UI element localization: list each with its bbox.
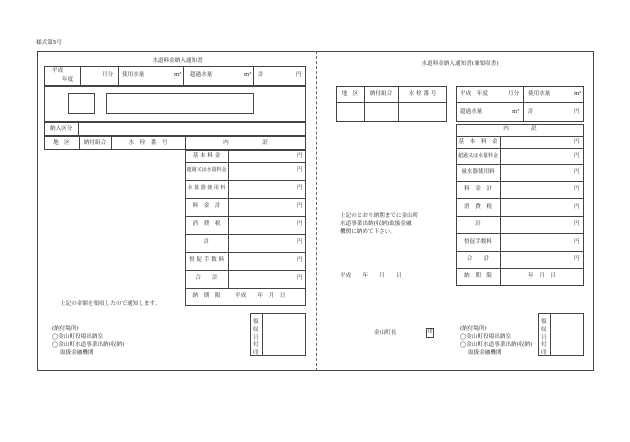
right-breakdown-title: 内 訳 (503, 126, 537, 132)
right-place-label: (納付場所) (460, 326, 487, 332)
left-over: 超過水量 (190, 72, 213, 78)
left-col-breakdown: 内 訳 (223, 140, 268, 146)
left-total-yen: 円 (296, 72, 302, 78)
right-row-label: 計 (475, 221, 481, 227)
left-month: 月分 (102, 72, 114, 78)
left-place-3: 取扱金融機関 (60, 350, 94, 356)
right-total-yen: 円 (574, 109, 580, 115)
left-row-label: 計 (203, 239, 210, 245)
right-title: 水道料金納入通知書(兼領収書) (421, 61, 499, 67)
left-row-label: 超過又は水量料金 (186, 167, 227, 173)
right-row-label: 超過又は水量料金 (457, 153, 498, 159)
left-total: 計 (258, 72, 264, 78)
left-row-unit: 円 (297, 257, 303, 263)
left-usage: 使用水量 (122, 72, 145, 78)
right-place-2: ◯金山町水道事業出納(収納) (460, 342, 533, 348)
right-due-label: 納 期 限 (464, 273, 492, 279)
right-mayor: 金山町長 (374, 330, 397, 336)
left-row-unit: 円 (297, 185, 303, 191)
left-nendo: 年度 (62, 77, 74, 83)
right-row-label: 量水器使用料 (461, 169, 495, 175)
left-address-box (106, 93, 254, 114)
right-row-label: 消 費 税 (464, 204, 492, 210)
right-col-waterno: 水 栓 番 号 (408, 91, 437, 97)
left-payment-category: 納入区分 (50, 126, 73, 132)
left-title: 水道料金納入通知書 (152, 58, 203, 64)
right-message-3: 機関に納めて下さい。 (340, 229, 396, 235)
right-row-unit: 円 (574, 186, 580, 192)
right-date: 平成 年 月 日 (340, 273, 402, 279)
right-place-3: 取扱金融機関 (468, 350, 502, 356)
right-seal: 印 (427, 329, 433, 335)
right-month: 月分 (508, 91, 520, 97)
right-usage: 使用水量 (528, 91, 551, 97)
left-due-label: 納 期 限 (192, 293, 221, 299)
right-over-unit: m³ (512, 109, 520, 115)
right-col-taxno: 納付組合 (369, 91, 393, 97)
left-place-2: ◯金山町水道事業出納(収納) (52, 342, 125, 348)
right-row-label: 料 金 計 (464, 186, 492, 192)
right-due-value: 年 月 日 (528, 273, 556, 279)
left-row-unit: 円 (297, 203, 303, 209)
left-receipt-stamp-label: 領収日付印 (253, 319, 259, 357)
left-row-unit: 円 (297, 239, 303, 245)
right-col-district: 地 区 (341, 91, 359, 97)
left-row-unit: 円 (297, 221, 303, 227)
right-row-unit: 円 (574, 139, 580, 145)
right-over: 超過水量 (460, 109, 483, 115)
left-row-label: 督 促 手 数 料 (188, 257, 225, 263)
left-over-unit: m³ (244, 72, 252, 78)
left-row-unit: 円 (297, 153, 303, 159)
right-total: 計 (528, 109, 534, 115)
right-row-unit: 円 (574, 239, 580, 245)
left-postal-box (68, 93, 95, 114)
left-row-unit: 円 (297, 167, 303, 173)
left-heisei: 平成 (52, 68, 64, 74)
left-row-unit: 円 (297, 275, 303, 281)
right-heisei: 平成 年度 (460, 91, 488, 97)
left-payment-category-row (44, 122, 306, 136)
form-number: 様式第5号 (36, 40, 62, 46)
left-col-waterno: 水 栓 番 号 (128, 140, 168, 146)
left-place-label: (納付場所) (52, 326, 79, 332)
left-row-label: 水 量 器 使 用 料 (187, 185, 226, 191)
left-usage-unit: m³ (174, 72, 182, 78)
right-row-unit: 円 (574, 204, 580, 210)
right-usage-unit: m³ (574, 91, 582, 97)
right-row-label: 督促手数料 (464, 239, 492, 245)
left-row-label: 合 計 (195, 275, 218, 281)
right-row-unit: 円 (574, 256, 580, 262)
right-message-1: 上記のとおり納期までに金山町 (340, 213, 419, 219)
right-row-unit: 円 (574, 169, 580, 175)
left-row-label: 料 金 計 (192, 203, 221, 209)
right-place-1: ◯金山町役場出納室 (460, 334, 512, 340)
left-col-taxno: 納付組合 (83, 140, 107, 146)
left-breakdown-grid (185, 150, 306, 306)
left-place-1: ◯金山町役場出納室 (52, 334, 104, 340)
right-row-unit: 円 (574, 153, 580, 159)
right-receipt-stamp-label: 領収日付印 (541, 319, 547, 357)
left-col-district: 地 区 (53, 140, 70, 146)
right-row-unit: 円 (574, 221, 580, 227)
left-notice: 上記の金額を領収したので通知します。 (60, 301, 161, 307)
left-row-label: 消 費 税 (192, 221, 221, 227)
cut-line (316, 51, 317, 371)
right-message-2: 水道事業出納(収納)取扱金融 (340, 221, 412, 227)
right-row-label: 合 計 (466, 256, 490, 262)
left-due-value: 平成 年 月 日 (235, 293, 286, 299)
left-row-label: 基 本 料 金 (192, 153, 221, 159)
right-row-label: 基 本 料 金 (458, 139, 498, 145)
